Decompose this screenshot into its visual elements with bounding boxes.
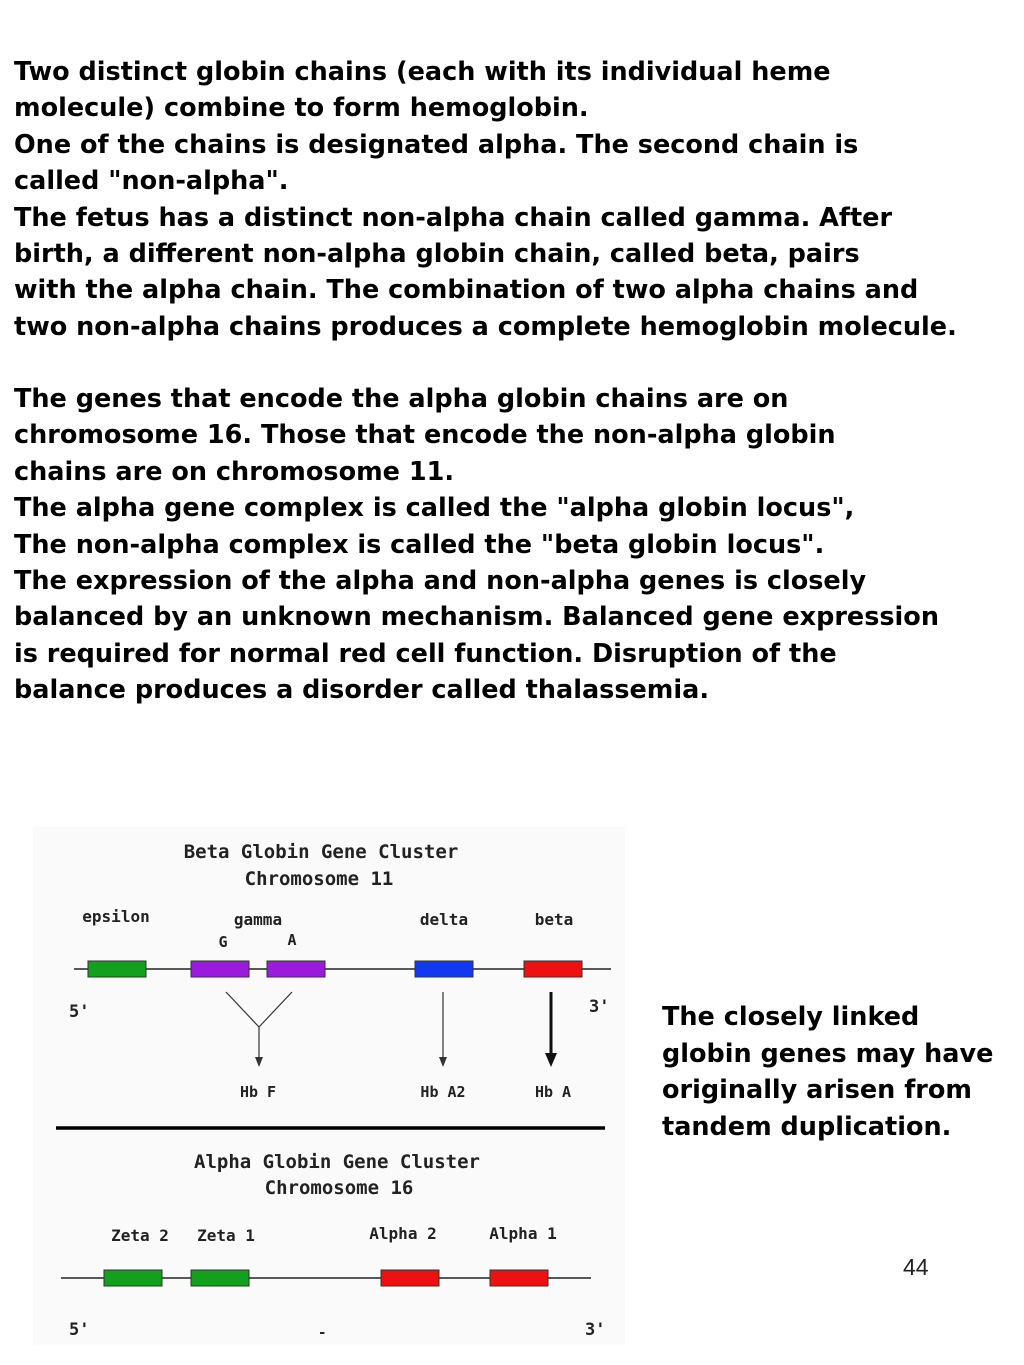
alpha-2-gene-box [381, 1270, 439, 1286]
gene-label-zeta-1: Zeta 1 [197, 1226, 255, 1245]
alpha-1-gene-box [490, 1270, 548, 1286]
gene-locus-paragraph: The genes that encode the alpha globin chains are on chromosome 16. Those that encode the non-alpha globin chains are on chromosome 11. The alpha gene complex is called the "alpha globin locus", The non-alpha complex is called the "beta globin locus". The expression of the alpha and non-alpha genes is closely balanced by an unknown mechanism. Balanced gene expression is required for normal red cell function. Disruption of the balance produces a disorder called thalassemia. [14, 384, 939, 706]
gamma-converge-left [226, 992, 259, 1027]
delta-gene-box [415, 961, 473, 977]
hba2-arrowhead [439, 1057, 447, 1067]
product-hb-a: Hb A [534, 1083, 572, 1101]
product-hb-a2: Hb A2 [420, 1083, 466, 1101]
gene-label-epsilon: epsilon [82, 907, 150, 926]
beta-cluster-subtitle: Chromosome 11 [244, 868, 394, 890]
page-number: 44 [903, 1254, 929, 1280]
zeta-1-gene-box [191, 1270, 249, 1286]
product-hb-f: Hb F [239, 1083, 277, 1101]
beta-gene-box [524, 961, 582, 977]
globin-gene-cluster-diagram [33, 827, 625, 1345]
gene-label-beta: beta [534, 910, 574, 929]
beta-cluster-3-prime: 3' [589, 997, 610, 1017]
gamma-g-gene-box [191, 961, 249, 977]
gene-label-delta: delta [419, 910, 469, 929]
gamma-converge-right [259, 992, 292, 1027]
hba-arrowhead [545, 1053, 557, 1067]
gene-sublabel-a: A [287, 931, 297, 949]
alpha-cluster-3-prime: 3' [585, 1320, 606, 1340]
gamma-a-gene-box [267, 961, 325, 977]
hbf-arrowhead [255, 1057, 263, 1067]
intro-paragraph: Two distinct globin chains (each with its individual heme molecule) combine to form hemoglobin. One of the chains is designated alpha. The second chain is called "non-alpha". The fetus has a distinct non-alpha chain called gamma. After birth, a different non-alpha globin chain, called beta, pairs with the alpha chain. The combination of two alpha chains and two non-alpha chains produces a complete hemoglobin molecule. [14, 57, 957, 342]
beta-cluster-5-prime: 5' [69, 1002, 90, 1022]
gene-label-alpha-1: Alpha 1 [489, 1224, 557, 1243]
gene-label-gamma: gamma [233, 910, 283, 929]
alpha-cluster-subtitle: Chromosome 16 [264, 1177, 414, 1199]
gene-sublabel-g: G [218, 933, 228, 951]
alpha-cluster-5-prime: 5' [69, 1320, 90, 1340]
beta-cluster-title: Beta Globin Gene Cluster [183, 841, 459, 863]
duplication-note: The closely linked globin genes may have originally arisen from tandem duplication. [662, 1002, 994, 1142]
alpha-cluster-dash: - [318, 1325, 327, 1341]
alpha-cluster-title: Alpha Globin Gene Cluster [194, 1151, 480, 1173]
gene-label-alpha-2: Alpha 2 [369, 1224, 437, 1243]
zeta-2-gene-box [104, 1270, 162, 1286]
gene-label-zeta-2: Zeta 2 [111, 1226, 169, 1245]
epsilon-gene-box [88, 961, 146, 977]
